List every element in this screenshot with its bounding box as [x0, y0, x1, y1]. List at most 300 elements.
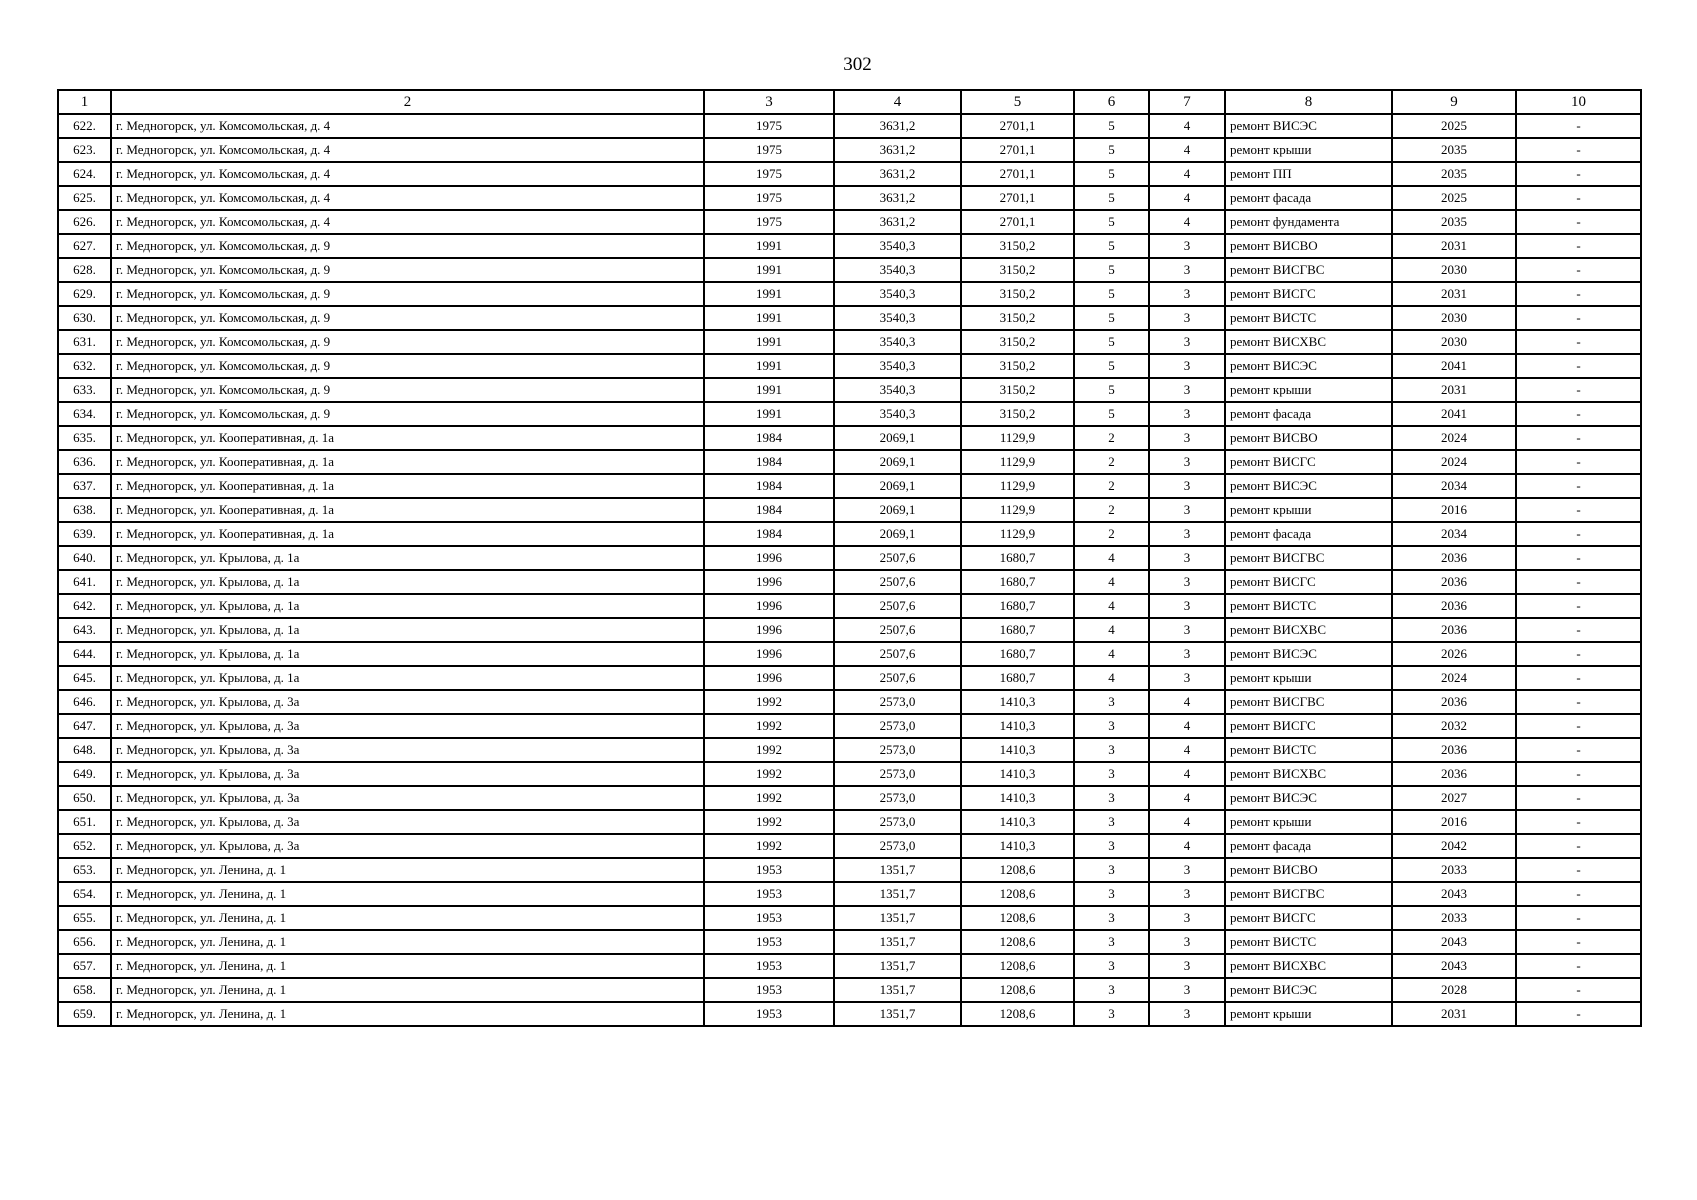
note-cell: -	[1516, 714, 1641, 738]
address-cell: г. Медногорск, ул. Крылова, д. 3а	[111, 690, 704, 714]
note-cell: -	[1516, 642, 1641, 666]
row-number-cell: 653.	[58, 858, 111, 882]
note-cell: -	[1516, 930, 1641, 954]
year-cell: 1953	[704, 1002, 834, 1026]
living-area-cell: 3150,2	[961, 378, 1074, 402]
work-type-cell: ремонт ВИСГС	[1225, 450, 1392, 474]
entrances-cell: 3	[1149, 306, 1225, 330]
planned-year-cell: 2028	[1392, 978, 1516, 1002]
year-cell: 1996	[704, 666, 834, 690]
header-row	[58, 90, 1641, 114]
entrances-cell: 3	[1149, 642, 1225, 666]
column-header: 5	[961, 90, 1074, 114]
living-area-cell: 1410,3	[961, 690, 1074, 714]
work-type-cell: ремонт ВИСГС	[1225, 282, 1392, 306]
year-cell: 1996	[704, 570, 834, 594]
table-row	[58, 738, 1641, 762]
floors-cell: 4	[1074, 570, 1149, 594]
work-type-cell: ремонт ВИСВО	[1225, 234, 1392, 258]
address-cell: г. Медногорск, ул. Комсомольская, д. 4	[111, 210, 704, 234]
living-area-cell: 1208,6	[961, 882, 1074, 906]
row-number-cell: 643.	[58, 618, 111, 642]
entrances-cell: 3	[1149, 618, 1225, 642]
table-row	[58, 906, 1641, 930]
year-cell: 1953	[704, 906, 834, 930]
table-row	[58, 810, 1641, 834]
note-cell: -	[1516, 858, 1641, 882]
work-type-cell: ремонт ВИСТС	[1225, 594, 1392, 618]
work-type-cell: ремонт ВИСЭС	[1225, 354, 1392, 378]
table-row	[58, 330, 1641, 354]
address-cell: г. Медногорск, ул. Кооперативная, д. 1а	[111, 522, 704, 546]
year-cell: 1996	[704, 594, 834, 618]
work-type-cell: ремонт ВИСВО	[1225, 858, 1392, 882]
year-cell: 1992	[704, 714, 834, 738]
note-cell: -	[1516, 594, 1641, 618]
work-type-cell: ремонт крыши	[1225, 666, 1392, 690]
table-row	[58, 378, 1641, 402]
row-number-cell: 622.	[58, 114, 111, 138]
year-cell: 1992	[704, 690, 834, 714]
note-cell: -	[1516, 426, 1641, 450]
entrances-cell: 4	[1149, 810, 1225, 834]
note-cell: -	[1516, 690, 1641, 714]
year-cell: 1996	[704, 618, 834, 642]
address-cell: г. Медногорск, ул. Комсомольская, д. 9	[111, 330, 704, 354]
row-number-cell: 645.	[58, 666, 111, 690]
living-area-cell: 3150,2	[961, 354, 1074, 378]
living-area-cell: 1208,6	[961, 1002, 1074, 1026]
living-area-cell: 3150,2	[961, 330, 1074, 354]
floors-cell: 5	[1074, 258, 1149, 282]
table-row	[58, 474, 1641, 498]
entrances-cell: 3	[1149, 954, 1225, 978]
total-area-cell: 2069,1	[834, 522, 961, 546]
planned-year-cell: 2042	[1392, 834, 1516, 858]
entrances-cell: 4	[1149, 738, 1225, 762]
year-cell: 1992	[704, 738, 834, 762]
address-cell: г. Медногорск, ул. Ленина, д. 1	[111, 858, 704, 882]
work-type-cell: ремонт ВИСГВС	[1225, 690, 1392, 714]
row-number-cell: 648.	[58, 738, 111, 762]
address-cell: г. Медногорск, ул. Комсомольская, д. 4	[111, 186, 704, 210]
entrances-cell: 3	[1149, 282, 1225, 306]
year-cell: 1984	[704, 474, 834, 498]
row-number-cell: 627.	[58, 234, 111, 258]
floors-cell: 5	[1074, 186, 1149, 210]
entrances-cell: 4	[1149, 114, 1225, 138]
row-number-cell: 636.	[58, 450, 111, 474]
year-cell: 1984	[704, 498, 834, 522]
total-area-cell: 1351,7	[834, 1002, 961, 1026]
year-cell: 1991	[704, 282, 834, 306]
row-number-cell: 642.	[58, 594, 111, 618]
floors-cell: 3	[1074, 858, 1149, 882]
year-cell: 1991	[704, 378, 834, 402]
total-area-cell: 3540,3	[834, 282, 961, 306]
address-cell: г. Медногорск, ул. Комсомольская, д. 4	[111, 138, 704, 162]
table-row	[58, 594, 1641, 618]
floors-cell: 5	[1074, 306, 1149, 330]
year-cell: 1953	[704, 882, 834, 906]
row-number-cell: 637.	[58, 474, 111, 498]
entrances-cell: 3	[1149, 330, 1225, 354]
row-number-cell: 655.	[58, 906, 111, 930]
work-type-cell: ремонт ВИСВО	[1225, 426, 1392, 450]
floors-cell: 4	[1074, 666, 1149, 690]
work-type-cell: ремонт фундамента	[1225, 210, 1392, 234]
living-area-cell: 1410,3	[961, 834, 1074, 858]
living-area-cell: 3150,2	[961, 306, 1074, 330]
note-cell: -	[1516, 954, 1641, 978]
note-cell: -	[1516, 378, 1641, 402]
floors-cell: 4	[1074, 618, 1149, 642]
planned-year-cell: 2030	[1392, 330, 1516, 354]
row-number-cell: 628.	[58, 258, 111, 282]
address-cell: г. Медногорск, ул. Ленина, д. 1	[111, 930, 704, 954]
total-area-cell: 2573,0	[834, 762, 961, 786]
planned-year-cell: 2030	[1392, 306, 1516, 330]
year-cell: 1991	[704, 330, 834, 354]
total-area-cell: 2573,0	[834, 738, 961, 762]
address-cell: г. Медногорск, ул. Комсомольская, д. 4	[111, 114, 704, 138]
planned-year-cell: 2033	[1392, 858, 1516, 882]
entrances-cell: 3	[1149, 882, 1225, 906]
living-area-cell: 2701,1	[961, 210, 1074, 234]
living-area-cell: 1680,7	[961, 642, 1074, 666]
table-row	[58, 234, 1641, 258]
total-area-cell: 3540,3	[834, 354, 961, 378]
address-cell: г. Медногорск, ул. Ленина, д. 1	[111, 906, 704, 930]
floors-cell: 3	[1074, 762, 1149, 786]
planned-year-cell: 2027	[1392, 786, 1516, 810]
note-cell: -	[1516, 282, 1641, 306]
total-area-cell: 2573,0	[834, 690, 961, 714]
living-area-cell: 1208,6	[961, 954, 1074, 978]
living-area-cell: 1208,6	[961, 858, 1074, 882]
living-area-cell: 2701,1	[961, 162, 1074, 186]
note-cell: -	[1516, 546, 1641, 570]
entrances-cell: 4	[1149, 186, 1225, 210]
total-area-cell: 2507,6	[834, 546, 961, 570]
address-cell: г. Медногорск, ул. Кооперативная, д. 1а	[111, 498, 704, 522]
total-area-cell: 1351,7	[834, 930, 961, 954]
row-number-cell: 644.	[58, 642, 111, 666]
planned-year-cell: 2024	[1392, 666, 1516, 690]
planned-year-cell: 2041	[1392, 402, 1516, 426]
note-cell: -	[1516, 234, 1641, 258]
total-area-cell: 3540,3	[834, 306, 961, 330]
entrances-cell: 4	[1149, 162, 1225, 186]
address-cell: г. Медногорск, ул. Ленина, д. 1	[111, 978, 704, 1002]
entrances-cell: 4	[1149, 834, 1225, 858]
floors-cell: 5	[1074, 114, 1149, 138]
row-number-cell: 623.	[58, 138, 111, 162]
entrances-cell: 3	[1149, 402, 1225, 426]
address-cell: г. Медногорск, ул. Крылова, д. 1а	[111, 618, 704, 642]
note-cell: -	[1516, 498, 1641, 522]
column-header: 2	[111, 90, 704, 114]
year-cell: 1953	[704, 930, 834, 954]
entrances-cell: 4	[1149, 690, 1225, 714]
work-type-cell: ремонт ВИСГВС	[1225, 882, 1392, 906]
planned-year-cell: 2035	[1392, 162, 1516, 186]
address-cell: г. Медногорск, ул. Комсомольская, д. 9	[111, 282, 704, 306]
floors-cell: 3	[1074, 930, 1149, 954]
table-row	[58, 690, 1641, 714]
floors-cell: 4	[1074, 642, 1149, 666]
address-cell: г. Медногорск, ул. Ленина, д. 1	[111, 954, 704, 978]
address-cell: г. Медногорск, ул. Крылова, д. 3а	[111, 834, 704, 858]
total-area-cell: 2069,1	[834, 450, 961, 474]
total-area-cell: 2069,1	[834, 426, 961, 450]
work-type-cell: ремонт ВИСЭС	[1225, 786, 1392, 810]
floors-cell: 3	[1074, 978, 1149, 1002]
total-area-cell: 2507,6	[834, 618, 961, 642]
year-cell: 1991	[704, 234, 834, 258]
living-area-cell: 2701,1	[961, 138, 1074, 162]
note-cell: -	[1516, 882, 1641, 906]
note-cell: -	[1516, 738, 1641, 762]
living-area-cell: 1410,3	[961, 762, 1074, 786]
note-cell: -	[1516, 354, 1641, 378]
table-row	[58, 930, 1641, 954]
work-type-cell: ремонт фасада	[1225, 186, 1392, 210]
entrances-cell: 3	[1149, 666, 1225, 690]
work-type-cell: ремонт ВИСХВС	[1225, 330, 1392, 354]
total-area-cell: 3540,3	[834, 258, 961, 282]
table-row	[58, 570, 1641, 594]
entrances-cell: 4	[1149, 210, 1225, 234]
row-number-cell: 654.	[58, 882, 111, 906]
address-cell: г. Медногорск, ул. Крылова, д. 1а	[111, 666, 704, 690]
living-area-cell: 3150,2	[961, 258, 1074, 282]
row-number-cell: 624.	[58, 162, 111, 186]
row-number-cell: 659.	[58, 1002, 111, 1026]
planned-year-cell: 2034	[1392, 522, 1516, 546]
year-cell: 1992	[704, 762, 834, 786]
floors-cell: 3	[1074, 882, 1149, 906]
work-type-cell: ремонт крыши	[1225, 378, 1392, 402]
floors-cell: 5	[1074, 282, 1149, 306]
total-area-cell: 2507,6	[834, 666, 961, 690]
address-cell: г. Медногорск, ул. Кооперативная, д. 1а	[111, 450, 704, 474]
total-area-cell: 2573,0	[834, 786, 961, 810]
planned-year-cell: 2025	[1392, 114, 1516, 138]
year-cell: 1953	[704, 954, 834, 978]
total-area-cell: 1351,7	[834, 954, 961, 978]
planned-year-cell: 2035	[1392, 210, 1516, 234]
address-cell: г. Медногорск, ул. Комсомольская, д. 9	[111, 306, 704, 330]
address-cell: г. Медногорск, ул. Комсомольская, д. 9	[111, 354, 704, 378]
year-cell: 1992	[704, 834, 834, 858]
living-area-cell: 1680,7	[961, 570, 1074, 594]
total-area-cell: 2573,0	[834, 810, 961, 834]
table-row	[58, 450, 1641, 474]
floors-cell: 3	[1074, 714, 1149, 738]
year-cell: 1992	[704, 810, 834, 834]
work-type-cell: ремонт ВИСТС	[1225, 930, 1392, 954]
floors-cell: 2	[1074, 474, 1149, 498]
planned-year-cell: 2024	[1392, 426, 1516, 450]
note-cell: -	[1516, 186, 1641, 210]
row-number-cell: 633.	[58, 378, 111, 402]
entrances-cell: 3	[1149, 450, 1225, 474]
planned-year-cell: 2024	[1392, 450, 1516, 474]
year-cell: 1991	[704, 354, 834, 378]
planned-year-cell: 2016	[1392, 810, 1516, 834]
planned-year-cell: 2036	[1392, 594, 1516, 618]
living-area-cell: 1129,9	[961, 498, 1074, 522]
table-row	[58, 114, 1641, 138]
total-area-cell: 1351,7	[834, 978, 961, 1002]
row-number-cell: 652.	[58, 834, 111, 858]
year-cell: 1953	[704, 858, 834, 882]
work-type-cell: ремонт фасада	[1225, 834, 1392, 858]
year-cell: 1975	[704, 162, 834, 186]
note-cell: -	[1516, 762, 1641, 786]
entrances-cell: 4	[1149, 762, 1225, 786]
note-cell: -	[1516, 810, 1641, 834]
work-type-cell: ремонт ВИСЭС	[1225, 474, 1392, 498]
row-number-cell: 640.	[58, 546, 111, 570]
work-type-cell: ремонт фасада	[1225, 402, 1392, 426]
column-header: 6	[1074, 90, 1149, 114]
year-cell: 1991	[704, 402, 834, 426]
table-row	[58, 498, 1641, 522]
row-number-cell: 649.	[58, 762, 111, 786]
row-number-cell: 629.	[58, 282, 111, 306]
row-number-cell: 638.	[58, 498, 111, 522]
year-cell: 1991	[704, 258, 834, 282]
address-cell: г. Медногорск, ул. Крылова, д. 3а	[111, 762, 704, 786]
year-cell: 1975	[704, 186, 834, 210]
row-number-cell: 656.	[58, 930, 111, 954]
address-cell: г. Медногорск, ул. Кооперативная, д. 1а	[111, 474, 704, 498]
living-area-cell: 3150,2	[961, 402, 1074, 426]
work-type-cell: ремонт ВИСГВС	[1225, 258, 1392, 282]
work-type-cell: ремонт крыши	[1225, 498, 1392, 522]
living-area-cell: 3150,2	[961, 282, 1074, 306]
work-type-cell: ремонт ВИСЭС	[1225, 114, 1392, 138]
total-area-cell: 2069,1	[834, 498, 961, 522]
table-row	[58, 282, 1641, 306]
living-area-cell: 1680,7	[961, 618, 1074, 642]
table-row	[58, 546, 1641, 570]
row-number-cell: 646.	[58, 690, 111, 714]
work-type-cell: ремонт ВИСХВС	[1225, 618, 1392, 642]
address-cell: г. Медногорск, ул. Кооперативная, д. 1а	[111, 426, 704, 450]
living-area-cell: 3150,2	[961, 234, 1074, 258]
entrances-cell: 3	[1149, 930, 1225, 954]
planned-year-cell: 2034	[1392, 474, 1516, 498]
row-number-cell: 650.	[58, 786, 111, 810]
total-area-cell: 2069,1	[834, 474, 961, 498]
total-area-cell: 2573,0	[834, 714, 961, 738]
year-cell: 1996	[704, 642, 834, 666]
living-area-cell: 1410,3	[961, 738, 1074, 762]
floors-cell: 4	[1074, 546, 1149, 570]
note-cell: -	[1516, 906, 1641, 930]
address-cell: г. Медногорск, ул. Комсомольская, д. 9	[111, 258, 704, 282]
entrances-cell: 3	[1149, 378, 1225, 402]
work-type-cell: ремонт крыши	[1225, 810, 1392, 834]
planned-year-cell: 2041	[1392, 354, 1516, 378]
note-cell: -	[1516, 162, 1641, 186]
floors-cell: 3	[1074, 954, 1149, 978]
table-row	[58, 666, 1641, 690]
table-row	[58, 786, 1641, 810]
note-cell: -	[1516, 666, 1641, 690]
living-area-cell: 1410,3	[961, 714, 1074, 738]
total-area-cell: 3631,2	[834, 186, 961, 210]
work-type-cell: ремонт фасада	[1225, 522, 1392, 546]
entrances-cell: 3	[1149, 354, 1225, 378]
address-cell: г. Медногорск, ул. Крылова, д. 3а	[111, 738, 704, 762]
work-type-cell: ремонт ВИСГС	[1225, 714, 1392, 738]
table-row	[58, 762, 1641, 786]
work-type-cell: ремонт крыши	[1225, 138, 1392, 162]
planned-year-cell: 2036	[1392, 690, 1516, 714]
planned-year-cell: 2025	[1392, 186, 1516, 210]
planned-year-cell: 2016	[1392, 498, 1516, 522]
column-header: 7	[1149, 90, 1225, 114]
note-cell: -	[1516, 330, 1641, 354]
table-row	[58, 858, 1641, 882]
planned-year-cell: 2032	[1392, 714, 1516, 738]
living-area-cell: 1208,6	[961, 906, 1074, 930]
floors-cell: 3	[1074, 834, 1149, 858]
table-header	[58, 90, 1641, 114]
total-area-cell: 1351,7	[834, 858, 961, 882]
year-cell: 1975	[704, 210, 834, 234]
living-area-cell: 1129,9	[961, 474, 1074, 498]
work-type-cell: ремонт ВИСХВС	[1225, 762, 1392, 786]
address-cell: г. Медногорск, ул. Крылова, д. 3а	[111, 786, 704, 810]
table-row	[58, 258, 1641, 282]
entrances-cell: 3	[1149, 522, 1225, 546]
living-area-cell: 1410,3	[961, 786, 1074, 810]
note-cell: -	[1516, 306, 1641, 330]
address-cell: г. Медногорск, ул. Ленина, д. 1	[111, 882, 704, 906]
note-cell: -	[1516, 978, 1641, 1002]
entrances-cell: 3	[1149, 906, 1225, 930]
work-type-cell: ремонт ВИСХВС	[1225, 954, 1392, 978]
planned-year-cell: 2033	[1392, 906, 1516, 930]
entrances-cell: 3	[1149, 570, 1225, 594]
address-cell: г. Медногорск, ул. Крылова, д. 3а	[111, 810, 704, 834]
table-row	[58, 306, 1641, 330]
table-row	[58, 1002, 1641, 1026]
row-number-cell: 625.	[58, 186, 111, 210]
floors-cell: 3	[1074, 690, 1149, 714]
living-area-cell: 1680,7	[961, 666, 1074, 690]
floors-cell: 3	[1074, 906, 1149, 930]
planned-year-cell: 2031	[1392, 378, 1516, 402]
note-cell: -	[1516, 474, 1641, 498]
work-type-cell: ремонт ВИСГС	[1225, 570, 1392, 594]
entrances-cell: 3	[1149, 978, 1225, 1002]
table-row	[58, 522, 1641, 546]
column-header: 3	[704, 90, 834, 114]
address-cell: г. Медногорск, ул. Крылова, д. 3а	[111, 714, 704, 738]
total-area-cell: 3540,3	[834, 378, 961, 402]
floors-cell: 5	[1074, 402, 1149, 426]
floors-cell: 2	[1074, 450, 1149, 474]
entrances-cell: 4	[1149, 786, 1225, 810]
living-area-cell: 1129,9	[961, 426, 1074, 450]
work-type-cell: ремонт ВИСГС	[1225, 906, 1392, 930]
